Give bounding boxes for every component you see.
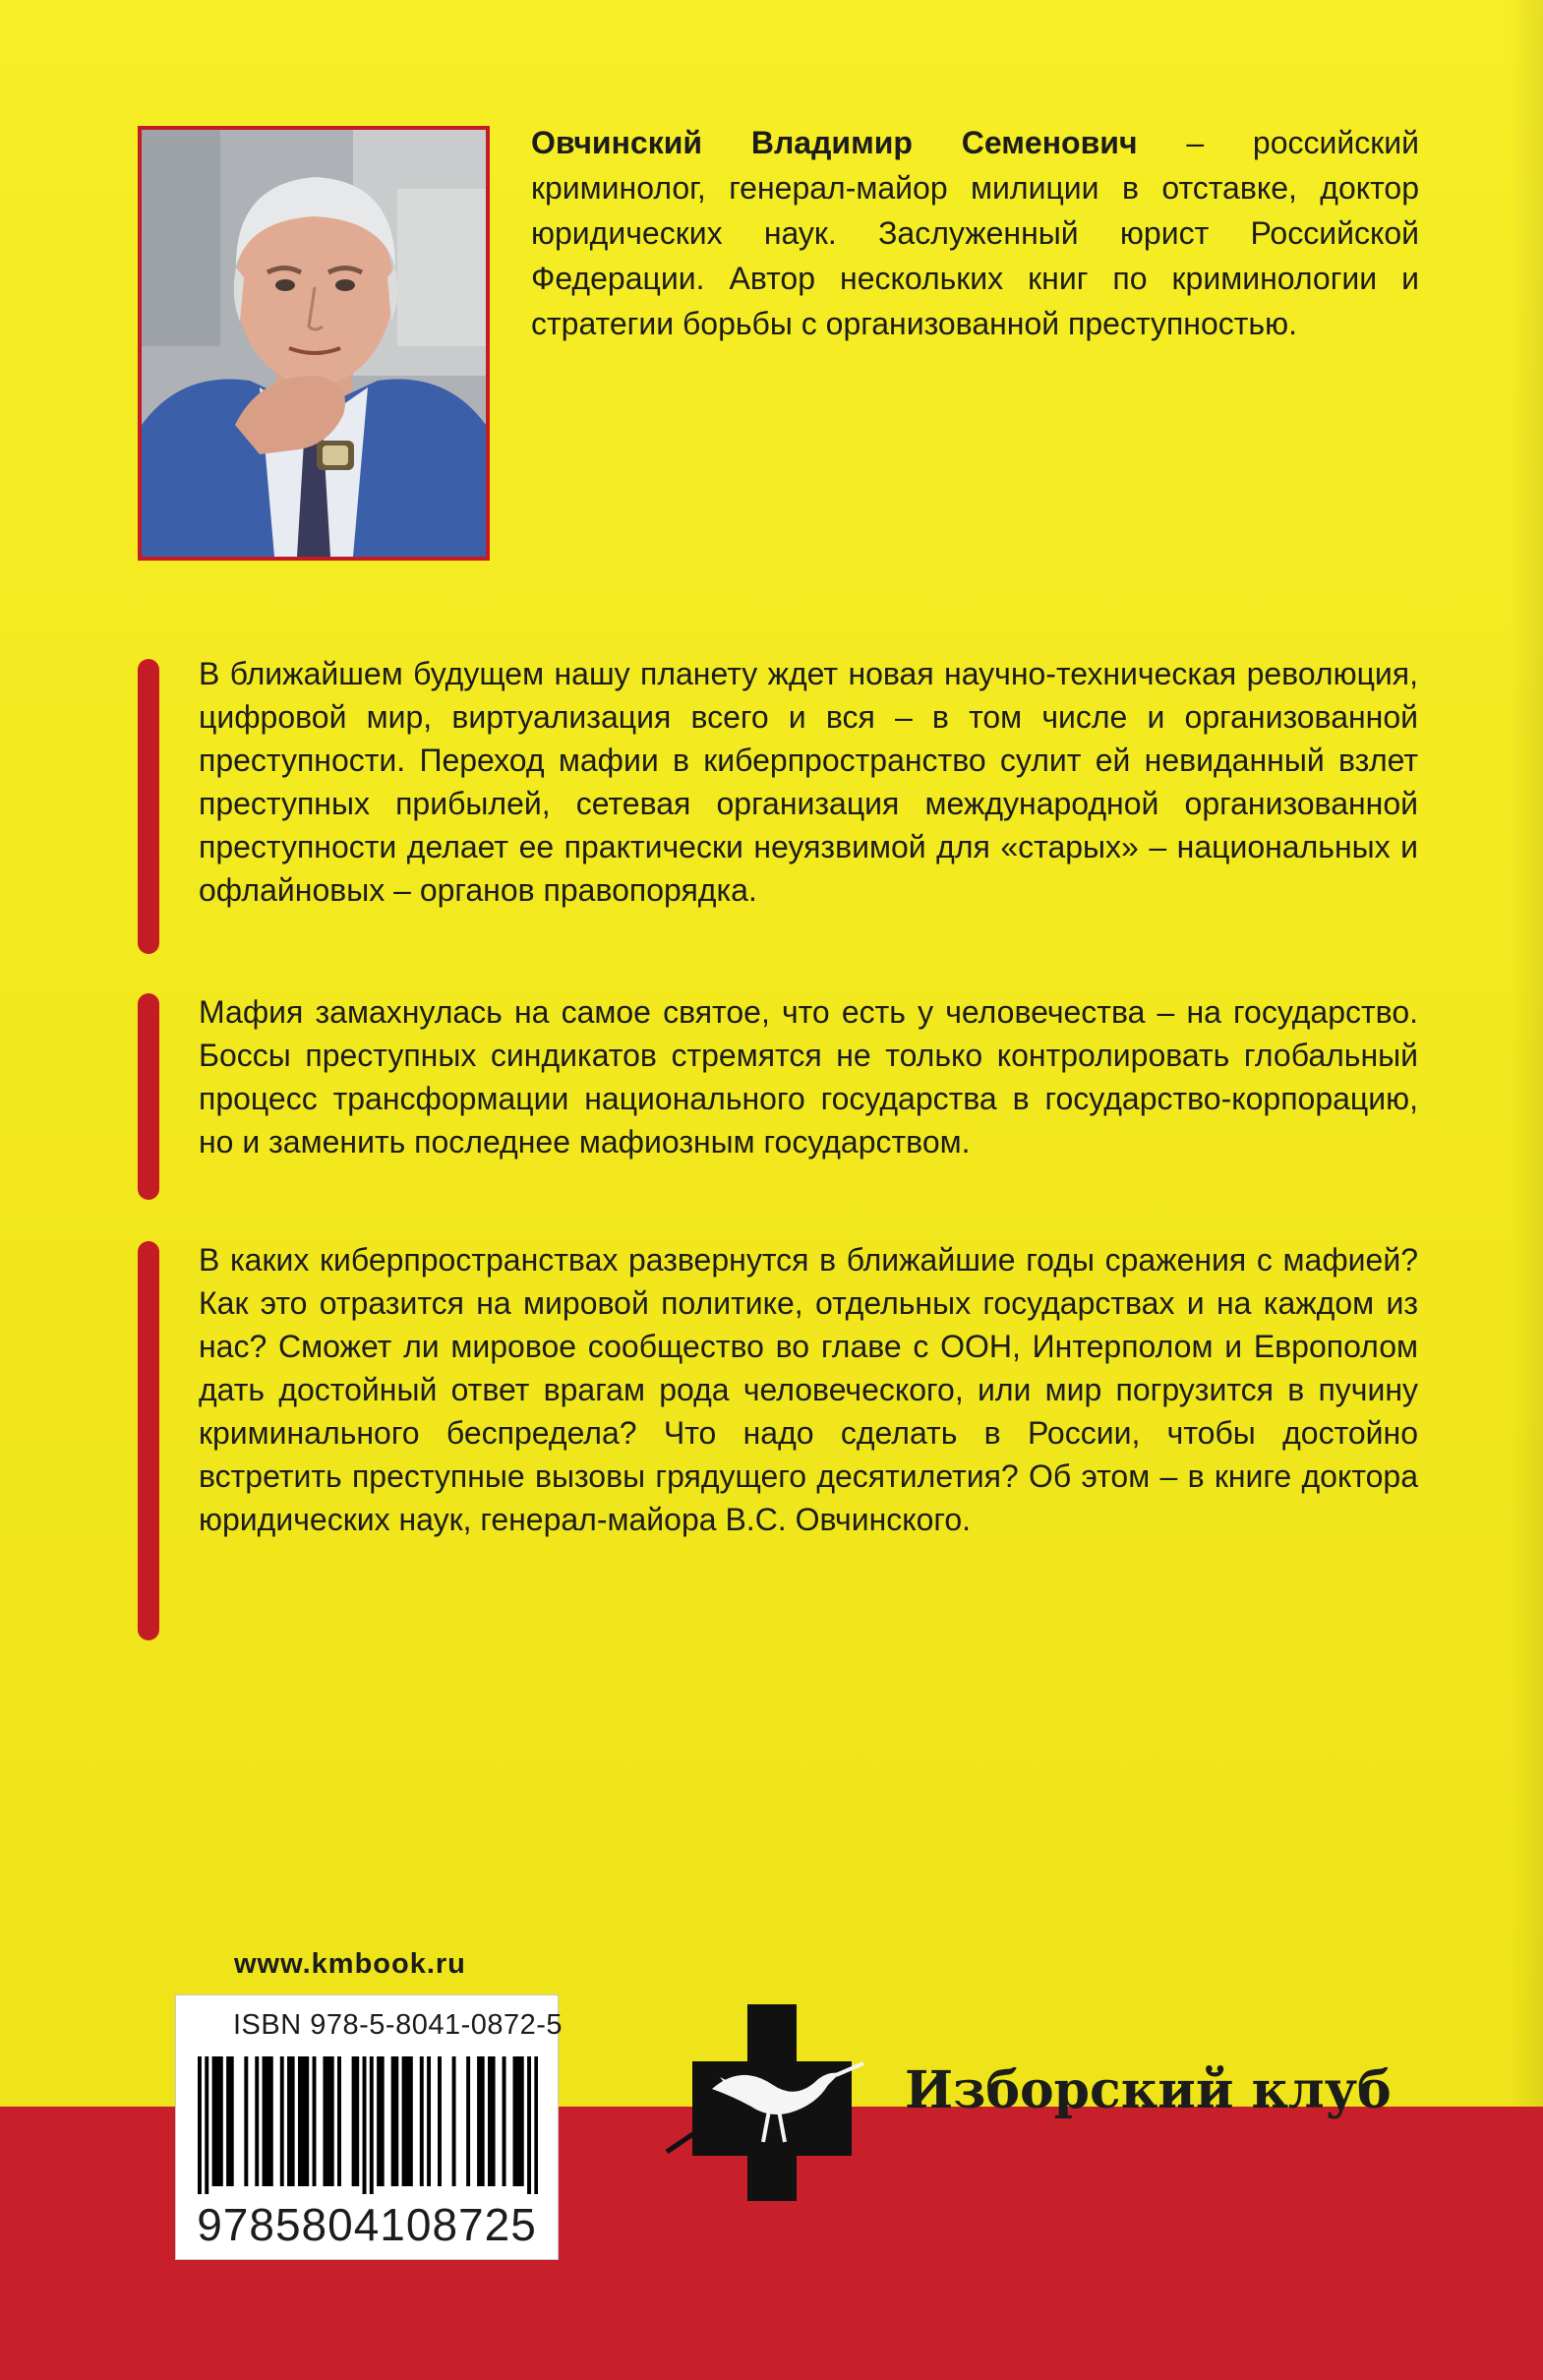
barcode-bar [269,2056,273,2186]
barcode-bar [337,2056,341,2186]
barcode-bars [198,2056,538,2194]
barcode-bar [534,2056,538,2194]
barcode-bar [363,2056,367,2194]
paragraph-text: В ближайшем будущем нашу планету ждет новая научно-техническая революция, цифровой мир, виртуализация всего и вся – в том числе и организованной преступности. Переход мафии в киберпространство сулит ей невиданный взлет преступных прибылей, сетевая организация международной организованной преступности делает ее практически неуязвимой для «старых» – национальных и офлайновых – органов правопорядка. [199,656,1418,908]
barcode-bar [219,2056,223,2186]
barcode-bar [427,2056,431,2186]
barcode-bar [409,2056,413,2186]
publisher-name: Изборский клуб [905,2060,1392,2120]
author-bio [531,120,1419,346]
barcode-bar [420,2056,424,2186]
barcode-bar [263,2056,267,2186]
barcode-bar [305,2056,309,2186]
spine-shadow [1510,0,1543,2380]
barcode-bar [215,2056,219,2186]
barcode-bar [391,2056,395,2186]
barcode-bar [481,2056,485,2186]
paragraph-accent-bar [138,993,159,1200]
barcode-bar [298,2056,302,2186]
author-name: Овчинский Владимир Семенович [531,125,1138,160]
barcode-bar [402,2056,406,2186]
barcode-bar [198,2056,202,2194]
barcode-bar [287,2056,291,2186]
barcode-bar [230,2056,234,2186]
author-photo [138,126,490,561]
barcode-bar [516,2056,520,2186]
barcode-bar [205,2056,208,2194]
barcode-bar [466,2056,470,2186]
barcode-bar [381,2056,385,2186]
barcode-bar [405,2056,409,2186]
barcode-bar [513,2056,517,2186]
barcode-bar [488,2056,492,2186]
barcode-bar [255,2056,259,2186]
paragraph-accent-bar [138,659,159,954]
barcode-bar [291,2056,295,2186]
paragraph-text: В каких киберпространствах развернутся в ближайшие годы сражения с мафией? Как это отразится на мировой политике, отдельных государствах и на каждом из нас? Сможет ли мировое сообщество во главе с ООН, Интерполом и Европолом дать достойный ответ врагам рода человеческого, или мир погрузится в пучину криминального беспредела? Что надо сделать в России, чтобы достойно встретить преступные вызовы грядущего десятилетия? Об этом – в книге доктора юридических наук, генерал-майора В.С. Овчинского. [199,1242,1418,1537]
barcode-bar [452,2056,456,2186]
paragraph-accent-bar [138,1241,159,1640]
barcode-digits: 9785804108725 [197,2199,537,2250]
barcode-bar [377,2056,381,2186]
barcode-bar [438,2056,442,2186]
barcode-bar [352,2056,356,2186]
barcode-bar [326,2056,330,2186]
barcode-bar [302,2056,306,2186]
paragraph-1 [199,652,1418,912]
barcode-bar [244,2056,248,2186]
barcode-bar [370,2056,374,2194]
izborsky-club-logo [653,2004,889,2201]
barcode-bar [477,2056,481,2186]
barcode-bar [266,2056,269,2186]
barcode-bar [280,2056,284,2186]
paragraph-text: Мафия замахнулась на самое святое, что есть у человечества – на государство. Боссы преступных синдикатов стремятся не только контролировать глобальный процесс трансформации национального государства в государство-корпорацию, но и заменить последнее мафиозным государством. [199,994,1418,1160]
barcode-bar [355,2056,359,2186]
barcode-bar [330,2056,334,2186]
barcode-bar [520,2056,524,2186]
publisher-website: www.kmbook.ru [234,1948,466,1980]
paragraph-2 [199,990,1418,1163]
barcode-bar [492,2056,496,2186]
barcode-bar [394,2056,398,2186]
barcode-bar [503,2056,506,2186]
paragraph-3 [199,1238,1418,1541]
barcode-bar [226,2056,230,2186]
barcode-bar [323,2056,326,2186]
author-description: – российский криминолог, генерал-майор милиции в отставке, доктор юридических наук. Заслуженный юрист Российской Федерации. Автор нескольких книг по криминологии и стратегии борьбы с организованной преступностью. [531,125,1420,341]
isbn-barcode [175,1994,564,2260]
isbn-number: ISBN 978-5-8041-0872-5 [233,2009,564,2041]
barcode-bar [313,2056,317,2186]
barcode-bar [527,2056,531,2194]
barcode-bar [212,2056,216,2186]
